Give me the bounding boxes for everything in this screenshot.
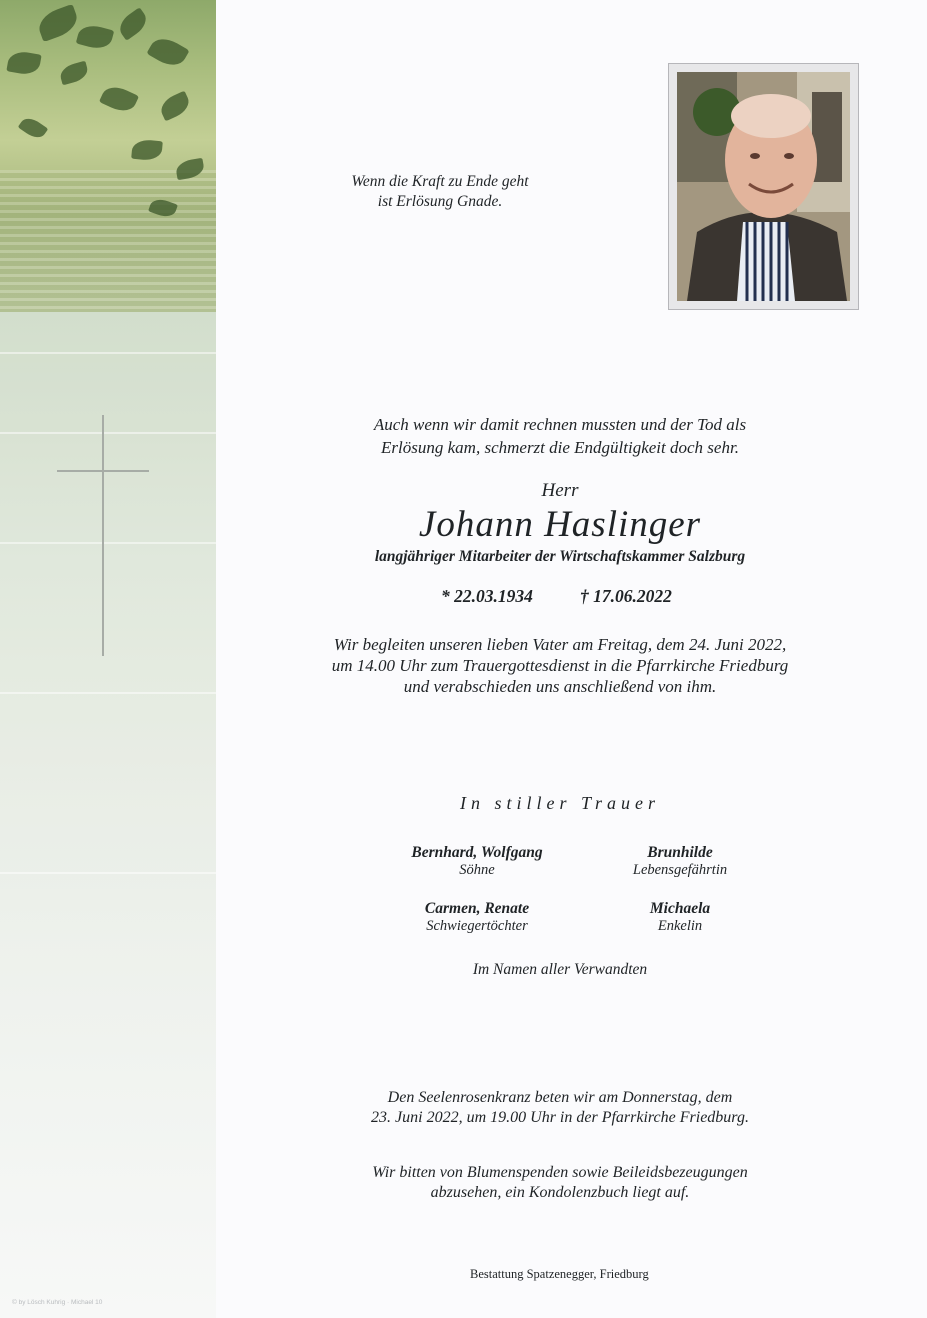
water-reflection bbox=[0, 170, 216, 312]
leaf bbox=[58, 61, 90, 86]
motto-line: ist Erlösung Gnade. bbox=[377, 193, 503, 210]
mourner-entry bbox=[570, 899, 790, 935]
rosary-text bbox=[193, 1088, 927, 1128]
mourner-relation: Schwiegertöchter bbox=[426, 918, 528, 934]
leaf bbox=[146, 33, 189, 72]
cross-icon-bar bbox=[57, 470, 149, 472]
mourner-names: Bernhard, Wolfgang bbox=[411, 844, 543, 861]
service-line: um 14.00 Uhr zum Trauergottesdienst in die Pfarrkirche Friedburg bbox=[331, 656, 789, 675]
mourner-names: Carmen, Renate bbox=[424, 900, 530, 917]
undertaker: Bestattung Spatzenegger, Friedburg bbox=[470, 1267, 649, 1281]
flowers-line: abzusehen, ein Kondolenzbuch liegt auf. bbox=[430, 1184, 690, 1201]
mourner-relation: Enkelin bbox=[657, 918, 703, 934]
decorative-side-strip bbox=[0, 0, 216, 1318]
intro-line: Erlösung kam, schmerzt die Endgültigkeit doch sehr. bbox=[381, 438, 739, 457]
relatives-note: Im Namen aller Verwandten bbox=[472, 961, 648, 978]
image-credit: © by Lösch Kuhrig · Michael 10 bbox=[12, 1299, 103, 1306]
motto-line: Wenn die Kraft zu Ende geht bbox=[351, 173, 529, 190]
leaf bbox=[131, 139, 163, 162]
mourner-names: Michaela bbox=[649, 900, 711, 917]
leaf bbox=[6, 49, 41, 76]
mourner-relation: Lebensgefährtin bbox=[632, 862, 728, 878]
deceased-name: Johann Haslinger bbox=[418, 504, 702, 545]
flowers-text bbox=[193, 1163, 927, 1203]
deceased-role: langjähriger Mitarbeiter der Wirtschaftskammer Salzburg bbox=[374, 548, 746, 565]
water-shimmer bbox=[0, 872, 216, 874]
leaf bbox=[35, 4, 81, 42]
salutation: Herr bbox=[541, 480, 579, 501]
intro-line: Auch wenn wir damit rechnen mussten und der Tod als bbox=[373, 415, 747, 434]
intro-text bbox=[193, 413, 927, 459]
water-gradient bbox=[0, 312, 216, 1318]
leaf bbox=[157, 91, 193, 122]
nature-photo bbox=[0, 0, 216, 312]
water-shimmer bbox=[0, 692, 216, 694]
mourner-names: Brunhilde bbox=[647, 844, 713, 861]
death-date: † 17.06.2022 bbox=[580, 586, 672, 606]
flowers-line: Wir bitten von Blumenspenden sowie Beileidsbezeugungen bbox=[372, 1164, 748, 1181]
rosary-line: Den Seelenrosenkranz beten wir am Donnerstag, dem bbox=[387, 1089, 733, 1106]
portrait-illustration bbox=[677, 72, 850, 301]
mourner-entry bbox=[367, 843, 587, 879]
leaf bbox=[76, 22, 115, 52]
leaf bbox=[99, 82, 139, 116]
motto bbox=[290, 172, 590, 212]
portrait-frame bbox=[668, 63, 859, 310]
cross-icon bbox=[102, 415, 104, 656]
mourning-heading: In stiller Trauer bbox=[459, 793, 660, 813]
leaf bbox=[115, 7, 151, 41]
water-shimmer bbox=[0, 542, 216, 544]
water-shimmer bbox=[0, 352, 216, 354]
service-line: Wir begleiten unseren lieben Vater am Freitag, dem 24. Juni 2022, bbox=[333, 635, 787, 654]
service-line: und verabschieden uns anschließend von ihm. bbox=[403, 677, 717, 696]
mourner-entry bbox=[367, 899, 587, 935]
leaf bbox=[18, 114, 48, 142]
mourner-relation: Söhne bbox=[459, 862, 495, 878]
portrait-photo bbox=[677, 72, 850, 301]
mourner-entry bbox=[570, 843, 790, 879]
birth-date: * 22.03.1934 bbox=[441, 586, 533, 606]
water-shimmer bbox=[0, 432, 216, 434]
rosary-line: 23. Juni 2022, um 19.00 Uhr in der Pfarrkirche Friedburg. bbox=[371, 1109, 749, 1126]
service-text bbox=[193, 634, 927, 697]
